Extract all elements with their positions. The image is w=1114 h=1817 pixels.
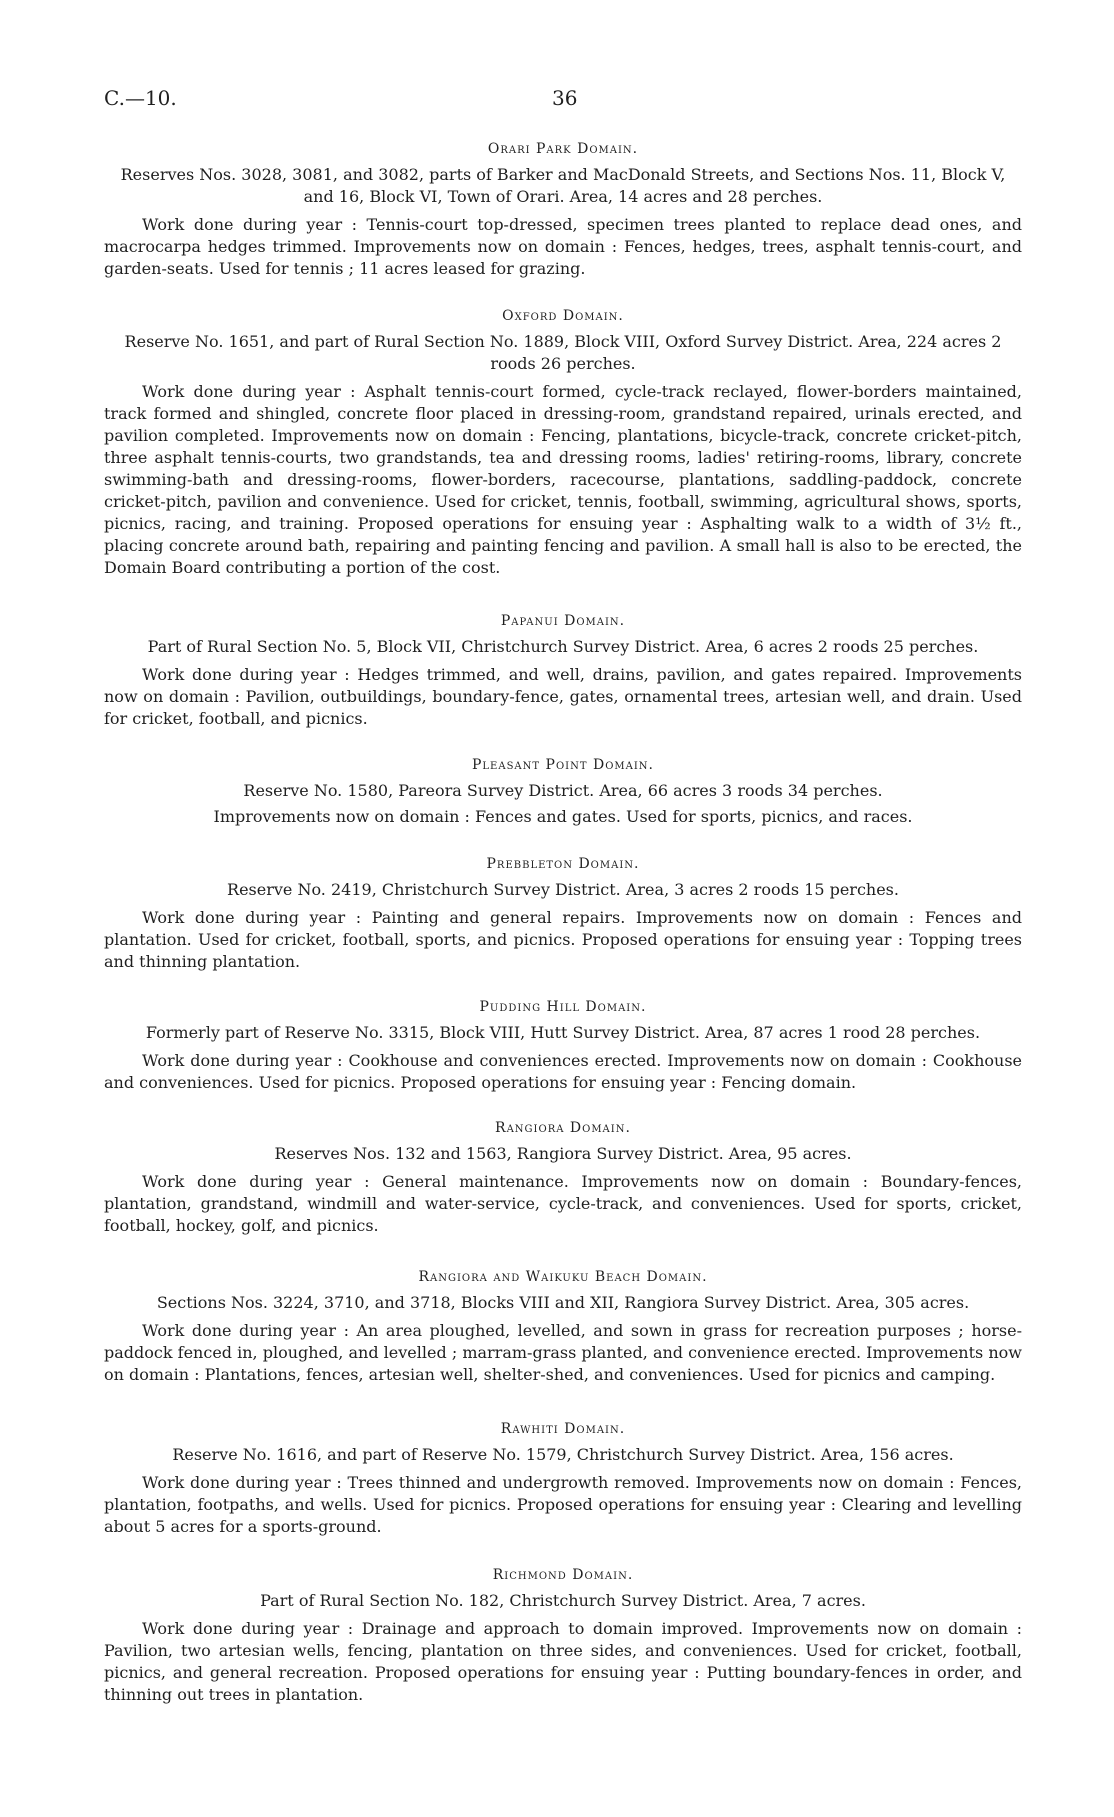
section-papanui-domain bbox=[104, 612, 1022, 730]
reserve-description: Reserve No. 1580, Pareora Survey District. Area, 66 acres 3 roods 34 perches. bbox=[243, 781, 883, 800]
section-richmond-domain bbox=[104, 1566, 1022, 1706]
section-title: Rawhiti Domain. bbox=[500, 1421, 626, 1437]
section-title: Prebbleton Domain. bbox=[486, 856, 640, 872]
section-pleasant-point-domain bbox=[104, 756, 1022, 828]
section-body: Work done during year : Asphalt tennis-court formed, cycle-track reclayed, flower-borders maintained, track formed and shingled, concrete floor placed in dressing-room, grandstand repaired, urinals erected, and pavilion completed. Improvements now on domain : Fencing, plantations, bicycle-track, concrete cricket-pitch, three asphalt tennis-courts, two grandstands, tea and dressing rooms, ladies' retiring-rooms, library, concrete swimming-bath and dressing-rooms, flower-borders, racecourse, plantations, saddling-paddock, concrete cricket-pitch, pavilion and convenience. Used for cricket, tennis, football, swimming, agricultural shows, sports, picnics, racing, and training. Proposed operations for ensuing year : Asphalting walk to a width of 3½ ft., placing concrete around bath, repairing and painting fencing and pavilion. A small hall is also to be erected, the Domain Board contributing a portion of the cost. bbox=[104, 382, 1022, 577]
section-title: Oxford Domain. bbox=[502, 308, 624, 324]
section-oxford-domain bbox=[104, 307, 1022, 579]
section-rawhiti-domain bbox=[104, 1420, 1022, 1538]
section-title: Rangiora Domain. bbox=[495, 1120, 631, 1136]
reserve-description: Reserve No. 1616, and part of Reserve No. 1579, Christchurch Survey District. Area, 156 acres. bbox=[172, 1445, 954, 1464]
section-prebbleton-domain bbox=[104, 855, 1022, 973]
reserve-description: Reserves Nos. 3028, 3081, and 3082, parts of Barker and MacDonald Streets, and Sections Nos. 11, Block V, and 16, Block VI, Town of Orari. Area, 14 acres and 28 perches. bbox=[120, 165, 1006, 206]
section-orari-park-domain bbox=[104, 140, 1022, 280]
section-body: Work done during year : Painting and general repairs. Improvements now on domain : Fences and plantation. Used for cricket, football, sports, and picnics. Proposed operations for ensuing year : Topping trees and thinning plantation. bbox=[104, 908, 1022, 971]
section-body: Work done during year : An area ploughed, levelled, and sown in grass for recreation purposes ; horse-paddock fenced in, ploughed, and levelled ; marram-grass planted, and convenience erected. Improvements now on domain : Plantations, fences, artesian well, shelter-shed, and conveniences. Used for picnics and camping. bbox=[104, 1321, 1022, 1384]
reserve-description: Reserves Nos. 132 and 1563, Rangiora Survey District. Area, 95 acres. bbox=[274, 1144, 852, 1163]
section-body: Work done during year : Tennis-court top-dressed, specimen trees planted to replace dead ones, and macrocarpa hedges trimmed. Improvements now on domain : Fences, hedges, trees, asphalt tennis-court, and garden-seats. Used for tennis ; 11 acres leased for grazing. bbox=[104, 215, 1022, 278]
section-body: Work done during year : Cookhouse and conveniences erected. Improvements now on domain : Cookhouse and conveniences. Used for picnics. Proposed operations for ensuing year : Fencing domain. bbox=[104, 1051, 1022, 1092]
section-title: Richmond Domain. bbox=[492, 1567, 634, 1583]
reserve-description: Part of Rural Section No. 182, Christchurch Survey District. Area, 7 acres. bbox=[260, 1591, 866, 1610]
reserve-description: Reserve No. 1651, and part of Rural Section No. 1889, Block VIII, Oxford Survey District. Area, 224 acres 2 roods 26 perches. bbox=[124, 332, 1002, 373]
section-title: Pleasant Point Domain. bbox=[472, 757, 654, 773]
reserve-description: Reserve No. 2419, Christchurch Survey District. Area, 3 acres 2 roods 15 perches. bbox=[227, 880, 899, 899]
section-rangiora-domain bbox=[104, 1119, 1022, 1237]
section-title: Rangiora and Waikuku Beach Domain. bbox=[418, 1269, 708, 1285]
section-body: Work done during year : Hedges trimmed, and well, drains, pavilion, and gates repaired. Improvements now on domain : Pavilion, outbuildings, boundary-fence, gates, ornamental trees, artesian well, and drain. Used for cricket, football, and picnics. bbox=[104, 665, 1022, 728]
section-body: Improvements now on domain : Fences and gates. Used for sports, picnics, and races. bbox=[213, 807, 913, 826]
section-body: Work done during year : Drainage and approach to domain improved. Improvements now on domain : Pavilion, two artesian wells, fencing, plantation on three sides, and conveniences. Used for cricket, football, picnics, and general recreation. Proposed operations for ensuing year : Putting boundary-fences in order, and thinning out trees in plantation. bbox=[104, 1619, 1022, 1704]
reserve-description: Formerly part of Reserve No. 3315, Block VIII, Hutt Survey District. Area, 87 acres 1 rood 28 perches. bbox=[145, 1023, 981, 1042]
section-body: Work done during year : General maintenance. Improvements now on domain : Boundary-fences, plantation, grandstand, windmill and water-service, cycle-track, and conveniences. Used for sports, cricket, football, hockey, golf, and picnics. bbox=[104, 1172, 1022, 1235]
document-code: C.—10. bbox=[104, 86, 177, 110]
section-body: Work done during year : Trees thinned and undergrowth removed. Improvements now on domain : Fences, plantation, footpaths, and wells. Used for picnics. Proposed operations for ensuing year : Clearing and levelling about 5 acres for a sports-ground. bbox=[104, 1473, 1022, 1536]
page-number: 36 bbox=[552, 86, 578, 110]
section-title: Orari Park Domain. bbox=[487, 141, 639, 157]
section-title: Papanui Domain. bbox=[500, 613, 626, 629]
section-pudding-hill-domain bbox=[104, 998, 1022, 1094]
reserve-description: Sections Nos. 3224, 3710, and 3718, Blocks VIII and XII, Rangiora Survey District. Area, 305 acres. bbox=[156, 1293, 970, 1312]
section-rangiora-waikuku-beach-domain bbox=[104, 1268, 1022, 1386]
section-title: Pudding Hill Domain. bbox=[479, 999, 647, 1015]
reserve-description: Part of Rural Section No. 5, Block VII, Christchurch Survey District. Area, 6 acres 2 roods 25 perches. bbox=[147, 637, 979, 656]
